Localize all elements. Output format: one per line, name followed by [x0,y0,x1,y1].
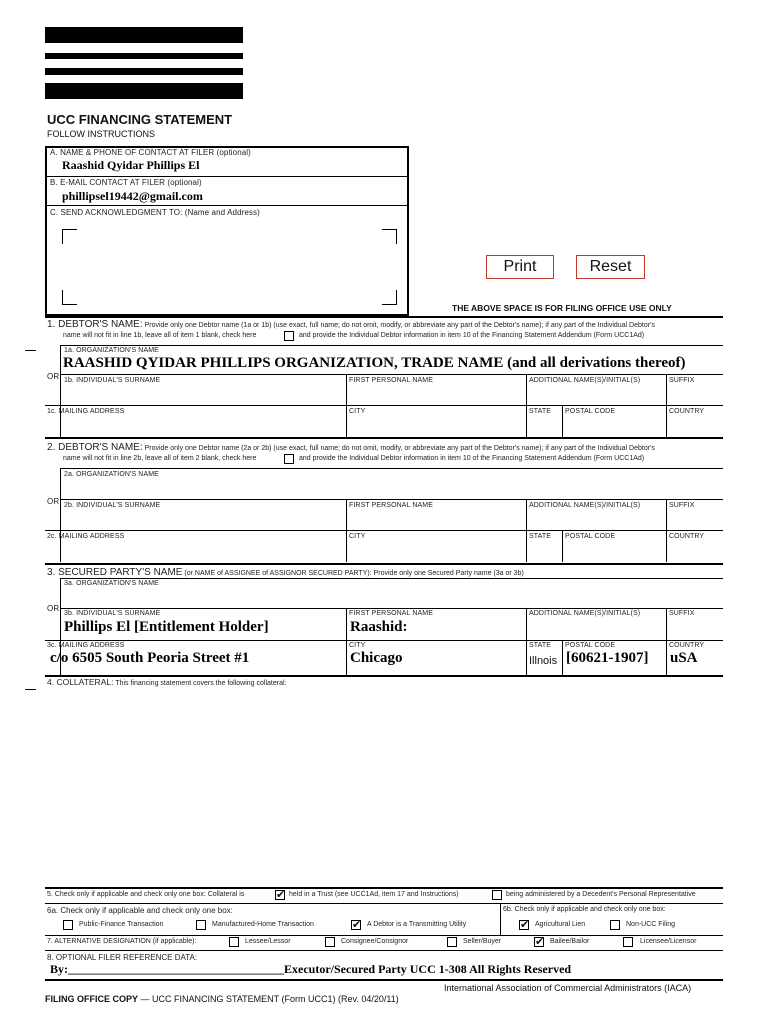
item6a-utility-label: A Debtor is a Transmitting Utility [367,921,467,928]
secured-state-label: STATE [529,642,552,649]
item7-licensee-checkbox[interactable] [623,937,633,947]
item7-seller-checkbox[interactable] [447,937,457,947]
secured-instructions: (or NAME of ASSIGNEE of ASSIGNOR SECURED PARTY): Provide only one Secured Party name (3a or 3b) [184,570,524,577]
debtor2-instructions: Provide only one Debtor name (2a or 2b) (use exact, full name; do not omit, modify, or abbreviate any part of the Debtor's name); if any part of the Individual Debtor's [144,445,655,452]
debtor1-addl-label: ADDITIONAL NAME(S)/INITIAL(S) [529,377,641,384]
item7-bailee-checkbox[interactable] [534,937,544,947]
collateral-area[interactable] [45,690,723,886]
debtor1-country-label: COUNTRY [669,408,705,415]
secured-org-label: 3a. ORGANIZATION'S NAME [64,580,159,587]
item5-decedent-checkbox[interactable] [492,890,502,900]
debtor2-instructions-3: and provide the Individual Debtor information in item 10 of the Financing Statement Addendum (Form UCC1Ad) [299,455,645,462]
debtor2-country-label: COUNTRY [669,533,705,540]
debtor1-instructions-3: and provide the Individual Debtor information in item 10 of the Financing Statement Addendum (Form UCC1Ad) [299,332,645,339]
item5-trust-label: held in a Trust (see UCC1Ad, item 17 and Instructions) [289,891,459,898]
item6a-utility-checkbox[interactable] [351,920,361,930]
debtor2-state-label: STATE [529,533,552,540]
item7-consignee-label: Consignee/Consignor [341,938,409,945]
debtor2-addl-label: ADDITIONAL NAME(S)/INITIAL(S) [529,502,641,509]
item7-bailee-label: Bailee/Bailor [550,938,590,945]
debtor1-org-value[interactable]: RAASHID QYIDAR PHILLIPS ORGANIZATION, TRADE NAME (and all derivations thereof) [63,355,686,371]
debtor1-city-label: CITY [349,408,366,415]
secured-postal-label: POSTAL CODE [565,642,616,649]
item7-lessee-checkbox[interactable] [229,937,239,947]
collateral-heading: 4. COLLATERAL: [47,677,114,687]
secured-state-value[interactable]: Illnois [529,655,558,667]
barcode-bar-1 [45,27,243,43]
item7-text: 7. ALTERNATIVE DESIGNATION (if applicable): [47,938,197,945]
debtor1-state-label: STATE [529,408,552,415]
item6a-public-finance-label: Public-Finance Transaction [79,921,164,928]
secured-suffix-label: SUFFIX [669,610,695,617]
form-title: UCC FINANCING STATEMENT [47,112,233,127]
margin-tick [25,350,36,351]
barcode-bar-3 [45,68,243,75]
filer-c-label: C. SEND ACKNOWLEDGMENT TO: (Name and Address) [50,208,260,217]
debtor2-surname-label: 2b. INDIVIDUAL'S SURNAME [64,502,161,509]
debtor2-heading: 2. DEBTOR'S NAME: [47,442,143,453]
debtor2-instructions-2: name will not fit in line 2b, leave all of item 2 blank, check here [63,455,257,462]
footer-copy-label: FILING OFFICE COPY [45,994,139,1004]
item7-consignee-checkbox[interactable] [325,937,335,947]
follow-instructions: FOLLOW INSTRUCTIONS [47,129,156,139]
or-label: OR [47,497,60,506]
debtor1-instructions: Provide only one Debtor name (1a or 1b) (use exact, full name; do not omit, modify, or abbreviate any part of the Debtor's name); if any part of the Individual Debtor's [144,322,655,329]
debtor2-postal-label: POSTAL CODE [565,533,616,540]
debtor1-first-label: FIRST PERSONAL NAME [349,377,433,384]
barcode-bar-4 [45,83,243,99]
debtor2-mail-label: 2c. MAILING ADDRESS [47,533,125,540]
secured-addl-label: ADDITIONAL NAME(S)/INITIAL(S) [529,610,641,617]
filer-b-value[interactable]: phillipsel19442@gmail.com [62,189,203,203]
secured-city-value[interactable]: Chicago [350,650,403,666]
item6a-text: 6a. Check only if applicable and check only one box: [47,906,233,915]
debtor2-suffix-label: SUFFIX [669,502,695,509]
corner-mark [382,229,397,244]
item7-lessee-label: Lessee/Lessor [245,938,291,945]
corner-mark [62,229,77,244]
item6b-agricultural-lien-checkbox[interactable] [519,920,529,930]
secured-heading: 3. SECURED PARTY'S NAME [47,567,183,578]
filer-a-value[interactable]: Raashid Qyidar Phillips El [62,158,200,172]
item6b-non-ucc-label: Non-UCC Filing [626,921,676,928]
secured-postal-value[interactable]: [60621-1907] [566,650,649,666]
corner-mark [62,290,77,305]
secured-surname-value[interactable]: Phillips El [Entitlement Holder] [64,619,269,635]
debtor1-org-label: 1a. ORGANIZATION'S NAME [64,347,159,354]
debtor2-first-label: FIRST PERSONAL NAME [349,502,433,509]
item8-value[interactable]: By:____________________________________Executor/Secured Party UCC 1-308 All Rights Reserved [50,962,572,976]
margin-tick [25,689,36,690]
filer-a-label: A. NAME & PHONE OF CONTACT AT FILER (optional) [50,148,251,157]
secured-city-label: CITY [349,642,366,649]
debtor2-individual-checkbox[interactable] [284,454,294,464]
item5-trust-checkbox[interactable] [275,890,285,900]
secured-mail-label: 3c. MAILING ADDRESS [47,642,125,649]
item6b-text: 6b. Check only if applicable and check only one box: [503,906,666,913]
barcode-bar-2 [45,53,243,59]
item6a-public-finance-checkbox[interactable] [63,920,73,930]
secured-country-value[interactable]: uSA [670,650,698,666]
debtor1-heading: 1. DEBTOR'S NAME: [47,319,143,330]
footer-form-label: — UCC FINANCING STATEMENT (Form UCC1) (Rev. 04/20/11) [138,994,399,1004]
item8-label: 8. OPTIONAL FILER REFERENCE DATA: [47,953,198,962]
item6b-agricultural-lien-label: Agricultural Lien [535,921,586,928]
secured-country-label: COUNTRY [669,642,705,649]
filing-office-note: THE ABOVE SPACE IS FOR FILING OFFICE USE ONLY [452,303,672,313]
item7-licensee-label: Licensee/Licensor [640,938,697,945]
reset-button[interactable]: Reset [576,255,645,279]
item5-decedent-label: being administered by a Decedent's Personal Representative [506,891,696,898]
debtor1-suffix-label: SUFFIX [669,377,695,384]
debtor1-surname-label: 1b. INDIVIDUAL'S SURNAME [64,377,161,384]
print-button[interactable]: Print [486,255,554,279]
secured-surname-label: 3b. INDIVIDUAL'S SURNAME [64,610,161,617]
debtor1-individual-checkbox[interactable] [284,331,294,341]
item5-text: 5. Check only if applicable and check only one box: Collateral is [47,891,245,898]
filer-b-label: B. E-MAIL CONTACT AT FILER (optional) [50,178,202,187]
collateral-instructions: This financing statement covers the following collateral: [115,680,287,687]
corner-mark [382,290,397,305]
item6b-non-ucc-checkbox[interactable] [610,920,620,930]
debtor1-instructions-2: name will not fit in line 1b, leave all of item 1 blank, check here [63,332,257,339]
item7-seller-label: Seller/Buyer [463,938,502,945]
item6a-manufactured-home-checkbox[interactable] [196,920,206,930]
or-label: OR [47,604,60,613]
secured-first-value[interactable]: Raashid: [350,619,408,635]
debtor1-mail-label: 1c. MAILING ADDRESS [47,408,125,415]
debtor2-city-label: CITY [349,533,366,540]
footer-iaca: International Association of Commercial Administrators (IACA) [444,983,692,993]
or-label: OR [47,372,60,381]
debtor2-org-label: 2a. ORGANIZATION'S NAME [64,471,159,478]
item6a-manufactured-home-label: Manufactured-Home Transaction [212,921,314,928]
secured-first-label: FIRST PERSONAL NAME [349,610,433,617]
debtor1-postal-label: POSTAL CODE [565,408,616,415]
secured-mail-value[interactable]: c/o 6505 South Peoria Street #1 [50,650,250,666]
